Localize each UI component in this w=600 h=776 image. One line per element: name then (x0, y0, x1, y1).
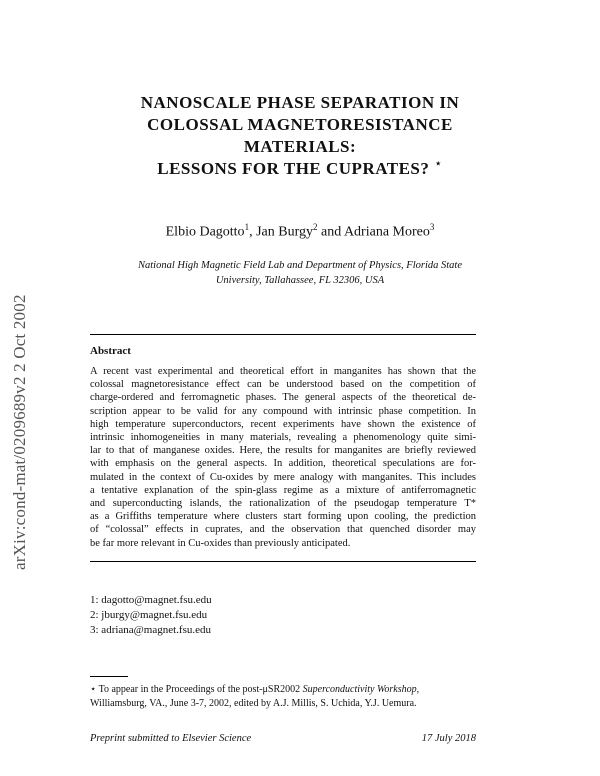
author-3-superscript: 3 (429, 222, 435, 232)
affiliation (100, 258, 500, 288)
abstract-line: as a Griffiths temperature where clusters start forming upon cooling, the prediction (90, 511, 476, 523)
abstract-line: of “colossal” effects in cuprates, and the observation that quenched disorder may (90, 524, 476, 536)
abstract-line: colossal magnetoresistance effect can be understood based on the competition of (90, 379, 476, 391)
author-1-superscript: 1 (244, 222, 250, 232)
author-3: Adriana Moreo (343, 224, 430, 240)
footnote (90, 683, 476, 711)
author-2: Jan Burgy (256, 224, 313, 240)
abstract-body (90, 365, 476, 550)
author-list (90, 222, 510, 241)
title-line-2: COLOSSAL MAGNETORESISTANCE (147, 115, 453, 134)
footnote-rule (90, 676, 128, 677)
footnote-workshop-name: Superconductivity Workshop (302, 684, 417, 695)
title-line-4-text: LESSONS FOR THE CUPRATES? (157, 159, 430, 178)
abstract-line: a tentative explanation of the spin-glass regime as a mixture of antiferromagnetic (90, 484, 476, 496)
abstract-bottom-rule (90, 561, 476, 562)
author-separator-2: and (317, 224, 344, 240)
email-1[interactable]: 1: dagotto@magnet.fsu.edu (90, 594, 212, 606)
footnote-star: ⋆ (90, 684, 97, 695)
title-line-1: NANOSCALE PHASE SEPARATION IN (140, 93, 460, 112)
title-footnote-star: ⋆ (434, 155, 443, 171)
email-2[interactable]: 2: jburgy@magnet.fsu.edu (90, 609, 208, 621)
author-1: Elbio Dagotto (165, 224, 245, 240)
arxiv-identifier-stamp: arXiv:cond-mat/0209689v2 2 Oct 2002 (10, 294, 29, 570)
abstract-line: be far more relevant in Cu-oxides than previously anticipated. (90, 537, 351, 549)
footnote-line-1-text: To appear in the Proceedings of the post-μSR2002 (96, 684, 303, 695)
abstract-line: high temperature superconductors, recent experiments have shown the existence of (90, 418, 476, 430)
abstract-heading: Abstract (90, 345, 131, 357)
abstract-line: scription appear to be valid for any compound with intrinsic phase competition. In (90, 405, 476, 417)
abstract-line: intrinsic inhomogeneities in many materials, revealing a phenomenology quite simi- (90, 432, 476, 444)
abstract-line: mulated in the context of Cu-oxides by mere analogy with manganites. This includes (90, 471, 476, 483)
affiliation-line-2: University, Tallahassee, FL 32306, USA (215, 275, 385, 286)
footnote-line-2: Williamsburg, VA., June 3-7, 2002, edited by A.J. Millis, S. Uchida, Y.J. Uemura. (90, 698, 417, 709)
author-2-superscript: 2 (312, 222, 318, 232)
footnote-line-1-end: , (416, 684, 420, 695)
footnote-line-1 (90, 683, 476, 697)
abstract-line: with emphasis on the general aspects. In addition, theoretical speculations are for- (90, 458, 476, 470)
title-line-3: MATERIALS: (243, 137, 357, 156)
affiliation-line-1: National High Magnetic Field Lab and Department of Physics, Florida State (137, 260, 462, 271)
abstract-line: lar to that of manganese oxides. Here, the results for manganites are briefly reviewed (90, 445, 476, 457)
paper-title (90, 92, 510, 180)
abstract-line: A recent vast experimental and theoretical effort in manganites has shown that the (90, 366, 476, 377)
author-separator-1: , (249, 224, 257, 240)
email-3[interactable]: 3: adriana@magnet.fsu.edu (90, 624, 212, 636)
abstract-line: and superconducting islands, the rationalization of the pseudogap temperature T* (90, 498, 476, 510)
title-line-4 (90, 155, 510, 180)
email-list (90, 593, 212, 638)
abstract-line: charge-ordered and ferromagnetic phases. The general aspects of the theoretical de- (90, 392, 476, 404)
footer-date: 17 July 2018 (421, 733, 476, 744)
footer-preprint-note: Preprint submitted to Elsevier Science (90, 733, 252, 744)
abstract-top-rule (90, 334, 476, 335)
